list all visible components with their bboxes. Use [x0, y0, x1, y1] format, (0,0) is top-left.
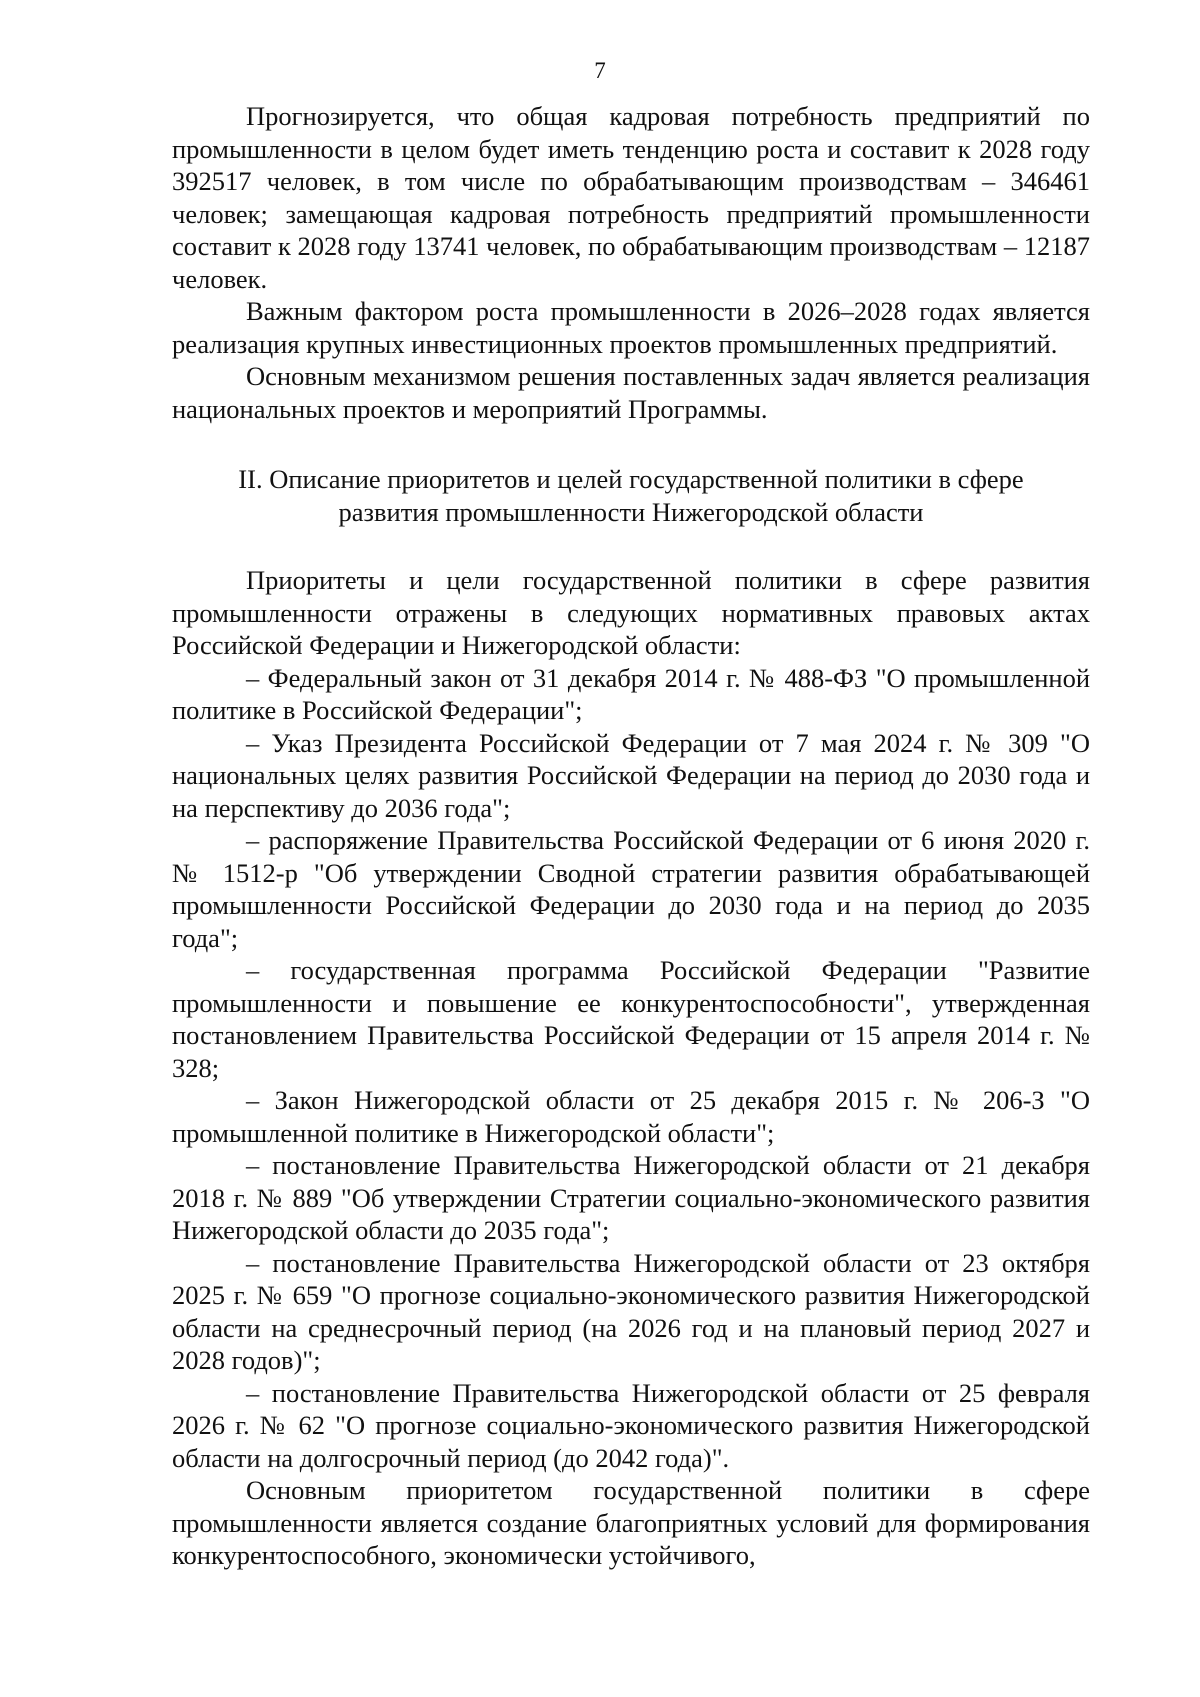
list-item-strategy-resolution: – постановление Правительства Нижегородской области от 21 декабря 2018 г. № 889 "Об утверждении Стратегии социально-экономического развития Нижегородской области до 2035 года";: [172, 1150, 1090, 1245]
paragraph-main-mechanism: Основным механизмом решения поставленных задач является реализация национальных проектов и мероприятий Программы.: [172, 361, 1090, 424]
section-heading: [172, 463, 1090, 528]
paragraph-staffing-forecast: Прогнозируется, что общая кадровая потребность предприятий по промышленности в целом будет иметь тенденцию роста и составит к 2028 году 392517 человек, в том числе по обрабатывающим производствам – 346461 человек; замещающая кадровая потребность предприятий промышленности составит к 2028 году 13741 человек, по обрабатывающим производствам – 12187 человек.: [172, 101, 1090, 294]
document-body: [172, 100, 1090, 1572]
list-item-regional-law: – Закон Нижегородской области от 25 декабря 2015 г. № 206-З "О промышленной политике в Нижегородской области";: [172, 1085, 1090, 1148]
list-item-longterm-forecast-resolution: – постановление Правительства Нижегородской области от 25 февраля 2026 г. № 62 "О прогнозе социально-экономического развития Нижегородской области на долгосрочный период (до 2042 года)".: [172, 1377, 1090, 1473]
list-item-government-order: – распоряжение Правительства Российской Федерации от 6 июня 2020 г. № 1512-р "Об утверждении Сводной стратегии развития обрабатывающей промышленности Российской Федерации до 2030 года и на период до 2035 года";: [172, 825, 1090, 953]
list-item-presidential-decree: – Указ Президента Российской Федерации от 7 мая 2024 г. № 309 "О национальных целях развития Российской Федерации на период до 2030 года и на перспективу до 2036 года";: [172, 727, 1090, 823]
section-heading-line-1: II. Описание приоритетов и целей государственной политики в сфере: [238, 464, 1024, 494]
list-item-midterm-forecast-resolution: – постановление Правительства Нижегородской области от 23 октября 2025 г. № 659 "О прогнозе социально-экономического развития Нижегородской области на среднесрочный период (на 2026 год и на плановый период 2027 и 2028 годов)";: [172, 1247, 1090, 1375]
list-item-federal-law: – Федеральный закон от 31 декабря 2014 г. № 488-ФЗ "О промышленной политике в Российской Федерации";: [172, 662, 1090, 725]
page-number: 7: [594, 58, 606, 83]
section-heading-line-2: развития промышленности Нижегородской области: [338, 496, 924, 527]
paragraph-priorities-intro: Приоритеты и цели государственной политики в сфере развития промышленности отражены в следующих нормативных правовых актах Российской Федерации и Нижегородской области:: [172, 565, 1090, 660]
paragraph-main-priority: Основным приоритетом государственной политики в сфере промышленности является создание благоприятных условий для формирования конкурентоспособного, экономически устойчивого,: [172, 1475, 1090, 1570]
list-item-state-program: – государственная программа Российской Федерации "Развитие промышленности и повышение ее конкурентоспособности", утвержденная постановлением Правительства Российской Федерации от 15 апреля 2014 г. № 328;: [172, 955, 1090, 1083]
paragraph-growth-factor: Важным фактором роста промышленности в 2026–2028 годах является реализация крупных инвестиционных проектов промышленных предприятий.: [172, 296, 1090, 359]
